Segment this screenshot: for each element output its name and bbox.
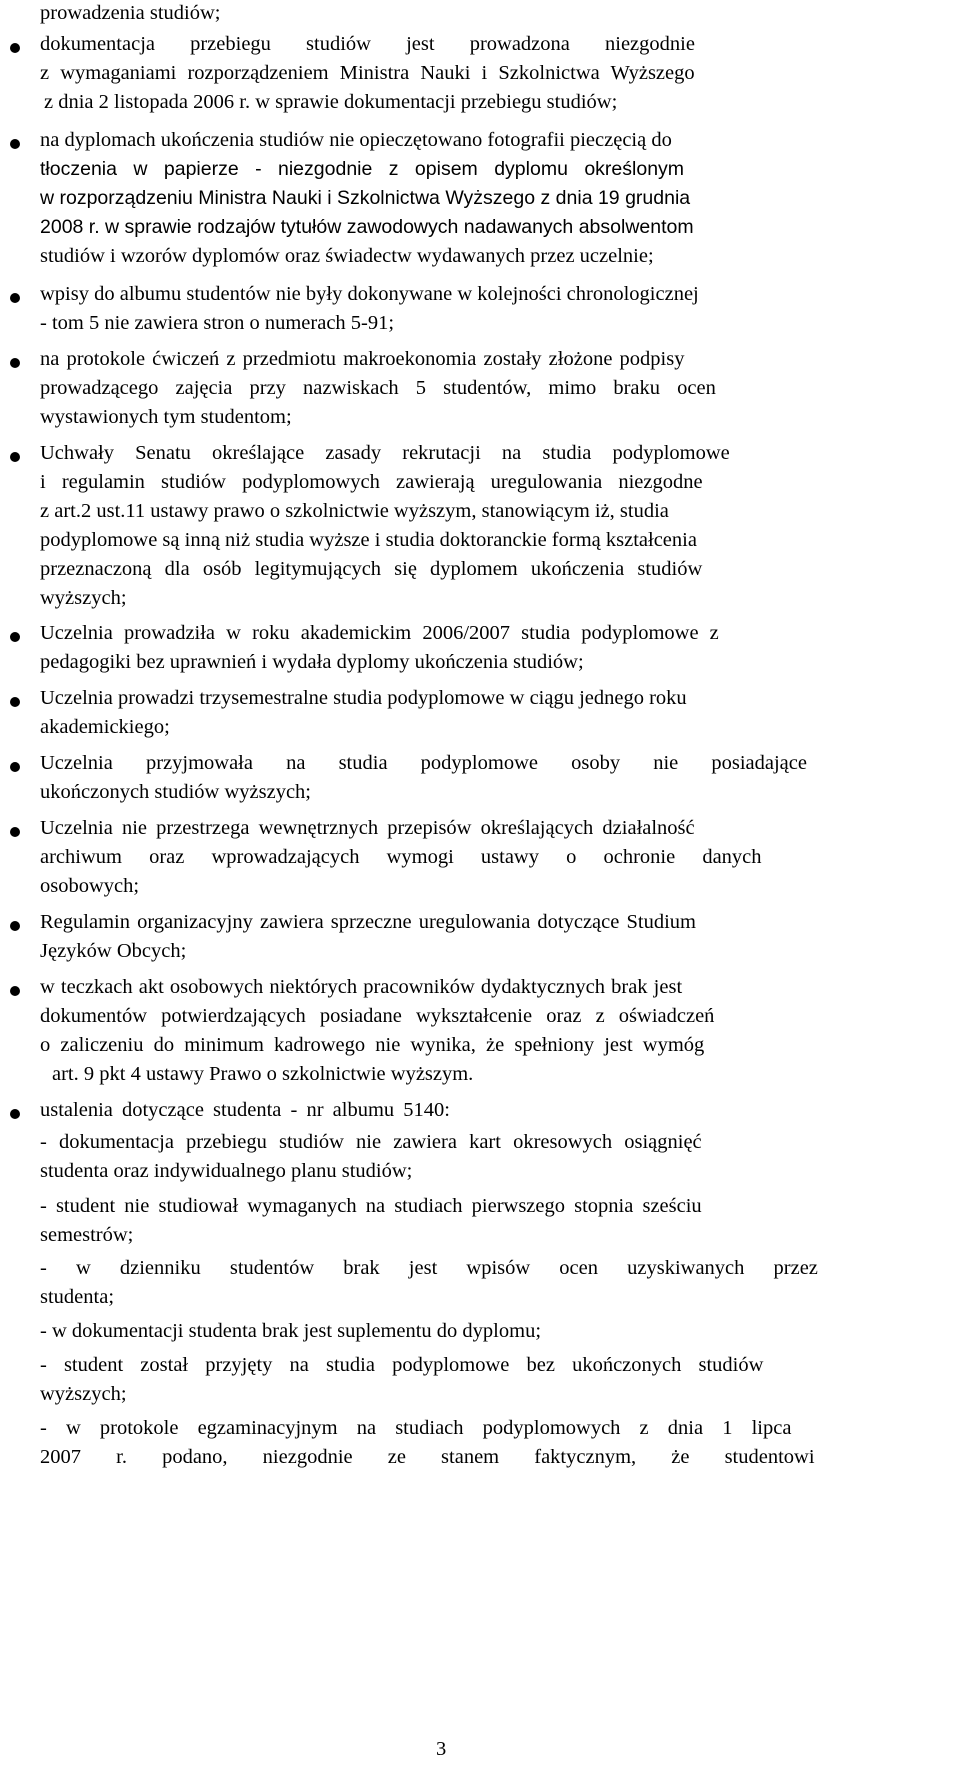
list-item-line: z dnia 2 listopada 2006 r. w sprawie dokumentacji przebiegu studiów; (44, 91, 618, 113)
list-item-line: dokumentów potwierdzających posiadane wykształcenie oraz z oświadczeń (40, 1005, 715, 1027)
list-item-line: wyższych; (40, 587, 127, 609)
list-item-line: w teczkach akt osobowych niektórych pracowników dydaktycznych brak jest (40, 976, 683, 998)
list-item-line: archiwum oraz wprowadzających wymogi ustawy o ochronie danych (40, 846, 762, 868)
list-item-line: Języków Obcych; (40, 940, 187, 962)
list-item-line: o zaliczeniu do minimum kadrowego nie wynika, że spełniony jest wymóg (40, 1034, 705, 1056)
page-number: 3 (436, 1738, 447, 1760)
continuation-line: prowadzenia studiów; (40, 2, 221, 24)
list-item-line: pedagogiki bez uprawnień i wydała dyplomy ukończenia studiów; (40, 651, 584, 673)
list-item-line: na protokole ćwiczeń z przedmiotu makroekonomia zostały złożone podpisy (40, 348, 685, 370)
bullet-icon (10, 293, 20, 303)
list-item-line: z art.2 ust.11 ustawy prawo o szkolnictwie wyższym, stanowiącym iż, studia (40, 500, 669, 522)
list-item-line: Regulamin organizacyjny zawiera sprzeczne uregulowania dotyczące Studium (40, 911, 696, 933)
list-item-line: wyższych; (40, 1383, 127, 1405)
list-item-line: art. 9 pkt 4 ustawy Prawo o szkolnictwie wyższym. (52, 1063, 474, 1085)
list-item-line: Uczelnia przyjmowała na studia podyplomowe osoby nie posiadające (40, 752, 807, 774)
bullet-icon (10, 762, 20, 772)
bullet-icon (10, 827, 20, 837)
list-item-line: studenta; (40, 1286, 115, 1308)
list-item-line: i regulamin studiów podyplomowych zawierają uregulowania niezgodne (40, 471, 703, 493)
list-item-line: Uczelnia nie przestrzega wewnętrznych przepisów określających działalność (40, 817, 695, 839)
bullet-icon (10, 921, 20, 931)
list-item-line: wpisy do albumu studentów nie były dokonywane w kolejności chronologicznej (40, 283, 699, 305)
bullet-icon (10, 1109, 20, 1119)
list-item-line: - w dzienniku studentów brak jest wpisów ocen uzyskiwanych przez (40, 1257, 818, 1279)
list-item-line: Uczelnia prowadzi trzysemestralne studia podyplomowe w ciągu jednego roku (40, 687, 687, 709)
list-item-line: osobowych; (40, 875, 140, 897)
list-item-line: Uczelnia prowadziła w roku akademickim 2006/2007 studia podyplomowe z (40, 622, 719, 644)
list-item-line: akademickiego; (40, 716, 170, 738)
list-item-line: dokumentacja przebiegu studiów jest prowadzona niezgodnie (40, 33, 695, 55)
list-item-line: studenta oraz indywidualnego planu studiów; (40, 1160, 413, 1182)
list-item-line: tłoczenia w papierze - niezgodnie z opisem dyplomu określonym (40, 158, 685, 180)
list-item-line: podyplomowe są inną niż studia wyższe i studia doktoranckie formą kształcenia (40, 529, 697, 551)
bullet-icon (10, 139, 20, 149)
bullet-icon (10, 43, 20, 53)
bullet-icon (10, 358, 20, 368)
list-item-line: wystawionych tym studentom; (40, 406, 292, 428)
list-item-line: 2008 r. w sprawie rodzajów tytułów zawodowych nadawanych absolwentom (40, 216, 694, 238)
bullet-icon (10, 452, 20, 462)
list-item-line: Uchwały Senatu określające zasady rekrutacji na studia podyplomowe (40, 442, 730, 464)
list-item-line: ustalenia dotyczące studenta - nr albumu 5140: (40, 1099, 450, 1121)
list-item-line: studiów i wzorów dyplomów oraz świadectw wydawanych przez uczelnie; (40, 245, 654, 267)
list-item-line: przeznaczoną dla osób legitymujących się dyplomem ukończenia studiów (40, 558, 703, 580)
list-item-line: ukończonych studiów wyższych; (40, 781, 311, 803)
list-item-line: - student został przyjęty na studia podyplomowe bez ukończonych studiów (40, 1354, 764, 1376)
list-item-line: - w protokole egzaminacyjnym na studiach podyplomowych z dnia 1 lipca (40, 1417, 792, 1439)
list-item-line: - tom 5 nie zawiera stron o numerach 5-91; (40, 312, 395, 334)
list-item-line: prowadzącego zajęcia przy nazwiskach 5 studentów, mimo braku ocen (40, 377, 716, 399)
bullet-icon (10, 697, 20, 707)
list-item-line: 2007 r. podano, niezgodnie ze stanem faktycznym, że studentowi (40, 1446, 815, 1468)
list-item-line: z wymaganiami rozporządzeniem Ministra Nauki i Szkolnictwa Wyższego (40, 62, 695, 84)
bullet-icon (10, 632, 20, 642)
list-item-line: - w dokumentacji studenta brak jest suplementu do dyplomu; (40, 1320, 542, 1342)
list-item-line: - student nie studiował wymaganych na studiach pierwszego stopnia sześciu (40, 1195, 702, 1217)
list-item-line: semestrów; (40, 1224, 134, 1246)
list-item-line: na dyplomach ukończenia studiów nie opieczętowano fotografii pieczęcią do (40, 129, 672, 151)
bullet-icon (10, 986, 20, 996)
list-item-line: w rozporządzeniu Ministra Nauki i Szkolnictwa Wyższego z dnia 19 grudnia (40, 187, 691, 209)
list-item-line: - dokumentacja przebiegu studiów nie zawiera kart okresowych osiągnięć (40, 1131, 702, 1153)
